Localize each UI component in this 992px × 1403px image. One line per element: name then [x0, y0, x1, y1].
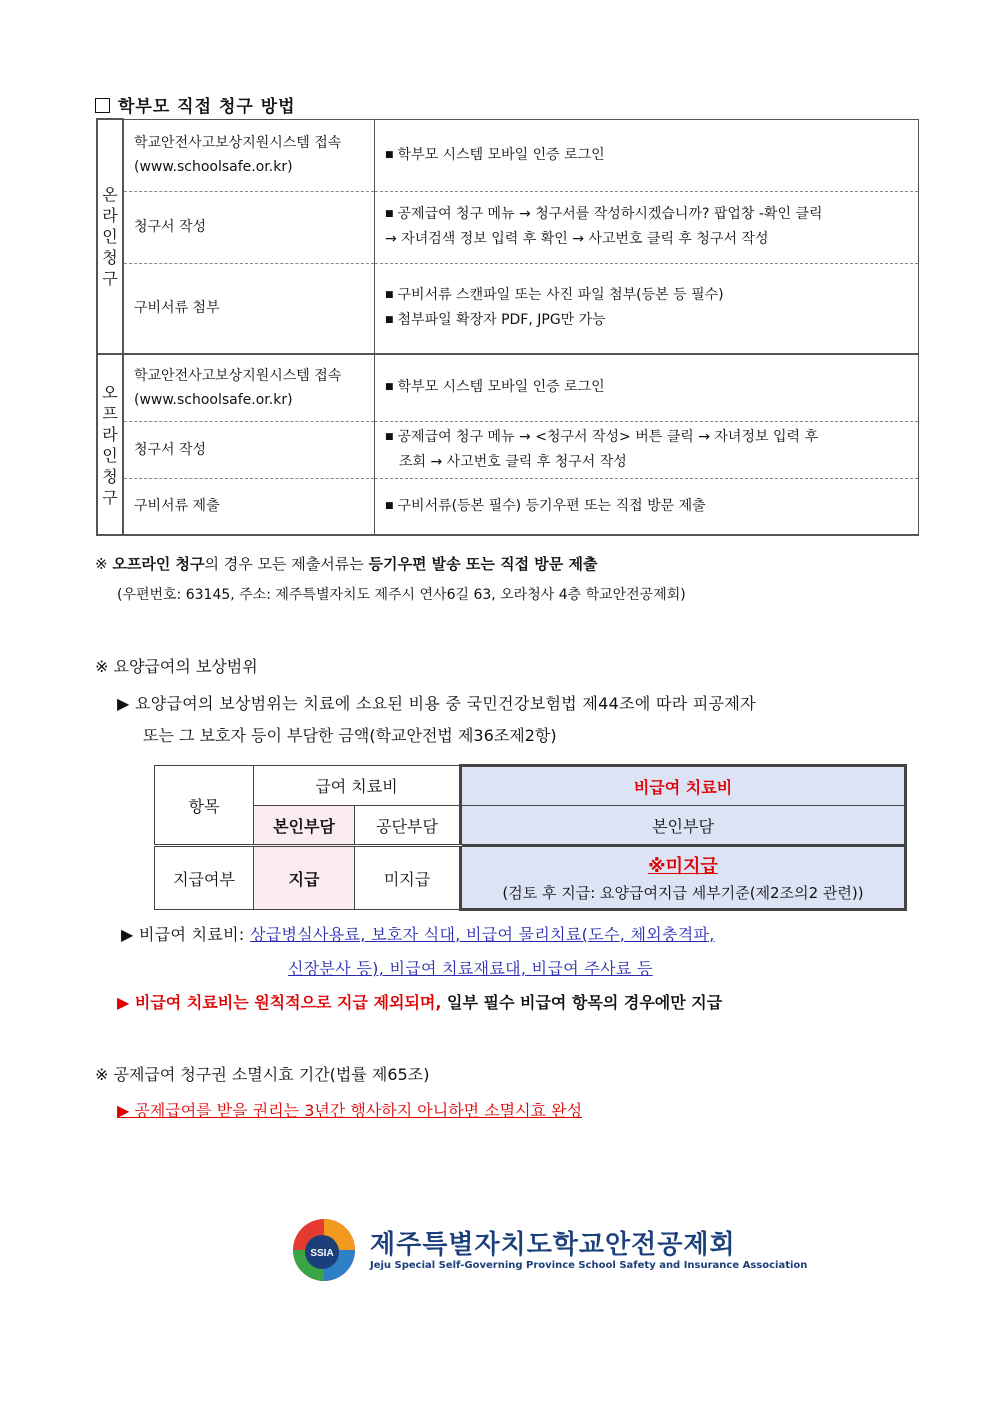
- noncovered-status-value: ※미지급: [648, 856, 718, 877]
- public-pay-header: 공단부담: [355, 806, 461, 846]
- covered-public-status: 미지급: [355, 846, 461, 910]
- coverage-line1: ▶ 요양급여의 보상범위는 치료에 소요된 비용 중 국민건강보험법 제44조에 따라 피공제자: [117, 694, 756, 713]
- noncovered-header: 비급여 치료비: [461, 766, 906, 806]
- logo-text: SSIA: [310, 1248, 334, 1259]
- offline-note: ※ 오프라인 청구의 경우 모든 제출서류는 등기우편 발송 또는 직접 방문 제출: [95, 555, 598, 573]
- noncovered-items-line2: 신장분사 등), 비급여 치료재료대, 비급여 주사료 등: [288, 959, 653, 978]
- online-step-access: 학교안전사고보상지원시스템 접속 (www.schoolsafe.or.kr): [123, 119, 375, 191]
- noncovered-status-note: (검토 후 지급: 요양급여지급 세부기준(제2조의2 관련)): [502, 884, 864, 902]
- org-name-english: Jeju Special Self-Governing Province School Safety and Insurance Association: [370, 1260, 808, 1271]
- page-title: 학부모 직접 청구 방법: [95, 92, 296, 117]
- online-claim-label: 온 라 인 청 구: [97, 119, 123, 354]
- coverage-line2: 또는 그 보호자 등이 부담한 금액(학교안전법 제36조제2항): [143, 726, 557, 745]
- offline-step-access: 학교안전사고보상지원시스템 접속 (www.schoolsafe.or.kr): [123, 354, 375, 421]
- item-header: 항목: [155, 766, 254, 846]
- checkbox-square-icon: [95, 98, 110, 113]
- offline-desc-submit: ■ 구비서류(등본 필수) 등기우편 또는 직접 방문 제출: [375, 478, 919, 535]
- covered-self-status: 지급: [254, 846, 355, 910]
- covered-header: 급여 치료비: [254, 766, 461, 806]
- claim-method-table: [96, 118, 919, 536]
- online-desc-write: ■ 공제급여 청구 메뉴 → 청구서를 작성하시겠습니까? 팝업창 -확인 클릭 → 자녀검색 정보 입력 후 확인 → 사고번호 클릭 후 청구서 작성: [375, 191, 919, 263]
- offline-address: (우편번호: 63145, 주소: 제주특별자치도 제주시 연사6길 63, 오라청사 4층 학교안전공제회): [117, 587, 686, 603]
- noncovered-self-pay-header: 본인부담: [461, 806, 906, 846]
- online-desc-attach: ■ 구비서류 스캔파일 또는 사진 파일 첨부(등본 등 필수) ■ 첨부파일 확장자 PDF, JPG만 가능: [375, 263, 919, 354]
- self-pay-header: 본인부담: [254, 806, 355, 846]
- benefit-table: [154, 764, 907, 911]
- offline-step-submit: 구비서류 제출: [123, 478, 375, 535]
- org-name-korean: 제주특별자치도학교안전공제회: [370, 1230, 736, 1260]
- noncovered-items-note: ▶ 비급여 치료비: 상급병실사용료, 보호자 식대, 비급여 물리치료(도수, 체외충격파,: [121, 925, 715, 944]
- offline-desc-access: ■ 학부모 시스템 모바일 인증 로그인: [375, 354, 919, 421]
- prescription-heading: ※ 공제급여 청구권 소멸시효 기간(법률 제65조): [95, 1065, 430, 1084]
- prescription-text: ▶ 공제급여를 받을 권리는 3년간 행사하지 아니하면 소멸시효 완성: [117, 1101, 583, 1120]
- offline-desc-write: ■ 공제급여 청구 메뉴 → <청구서 작성> 버튼 클릭 → 자녀정보 입력 후 조회 → 사고번호 클릭 후 청구서 작성: [375, 421, 919, 478]
- noncovered-status: [461, 846, 906, 910]
- online-step-write: 청구서 작성: [123, 191, 375, 263]
- ssia-logo-icon: [292, 1218, 356, 1282]
- noncovered-rule: ▶ 비급여 치료비는 원칙적으로 지급 제외되며, 일부 필수 비급여 항목의 경우에만 지급: [117, 993, 723, 1012]
- offline-claim-label: 오 프 라 인 청 구: [97, 354, 123, 535]
- online-desc-access: ■ 학부모 시스템 모바일 인증 로그인: [375, 119, 919, 191]
- online-step-attach: 구비서류 첨부: [123, 263, 375, 354]
- coverage-heading: ※ 요양급여의 보상범위: [95, 657, 258, 676]
- offline-step-write: 청구서 작성: [123, 421, 375, 478]
- payment-status-label: 지급여부: [155, 846, 254, 910]
